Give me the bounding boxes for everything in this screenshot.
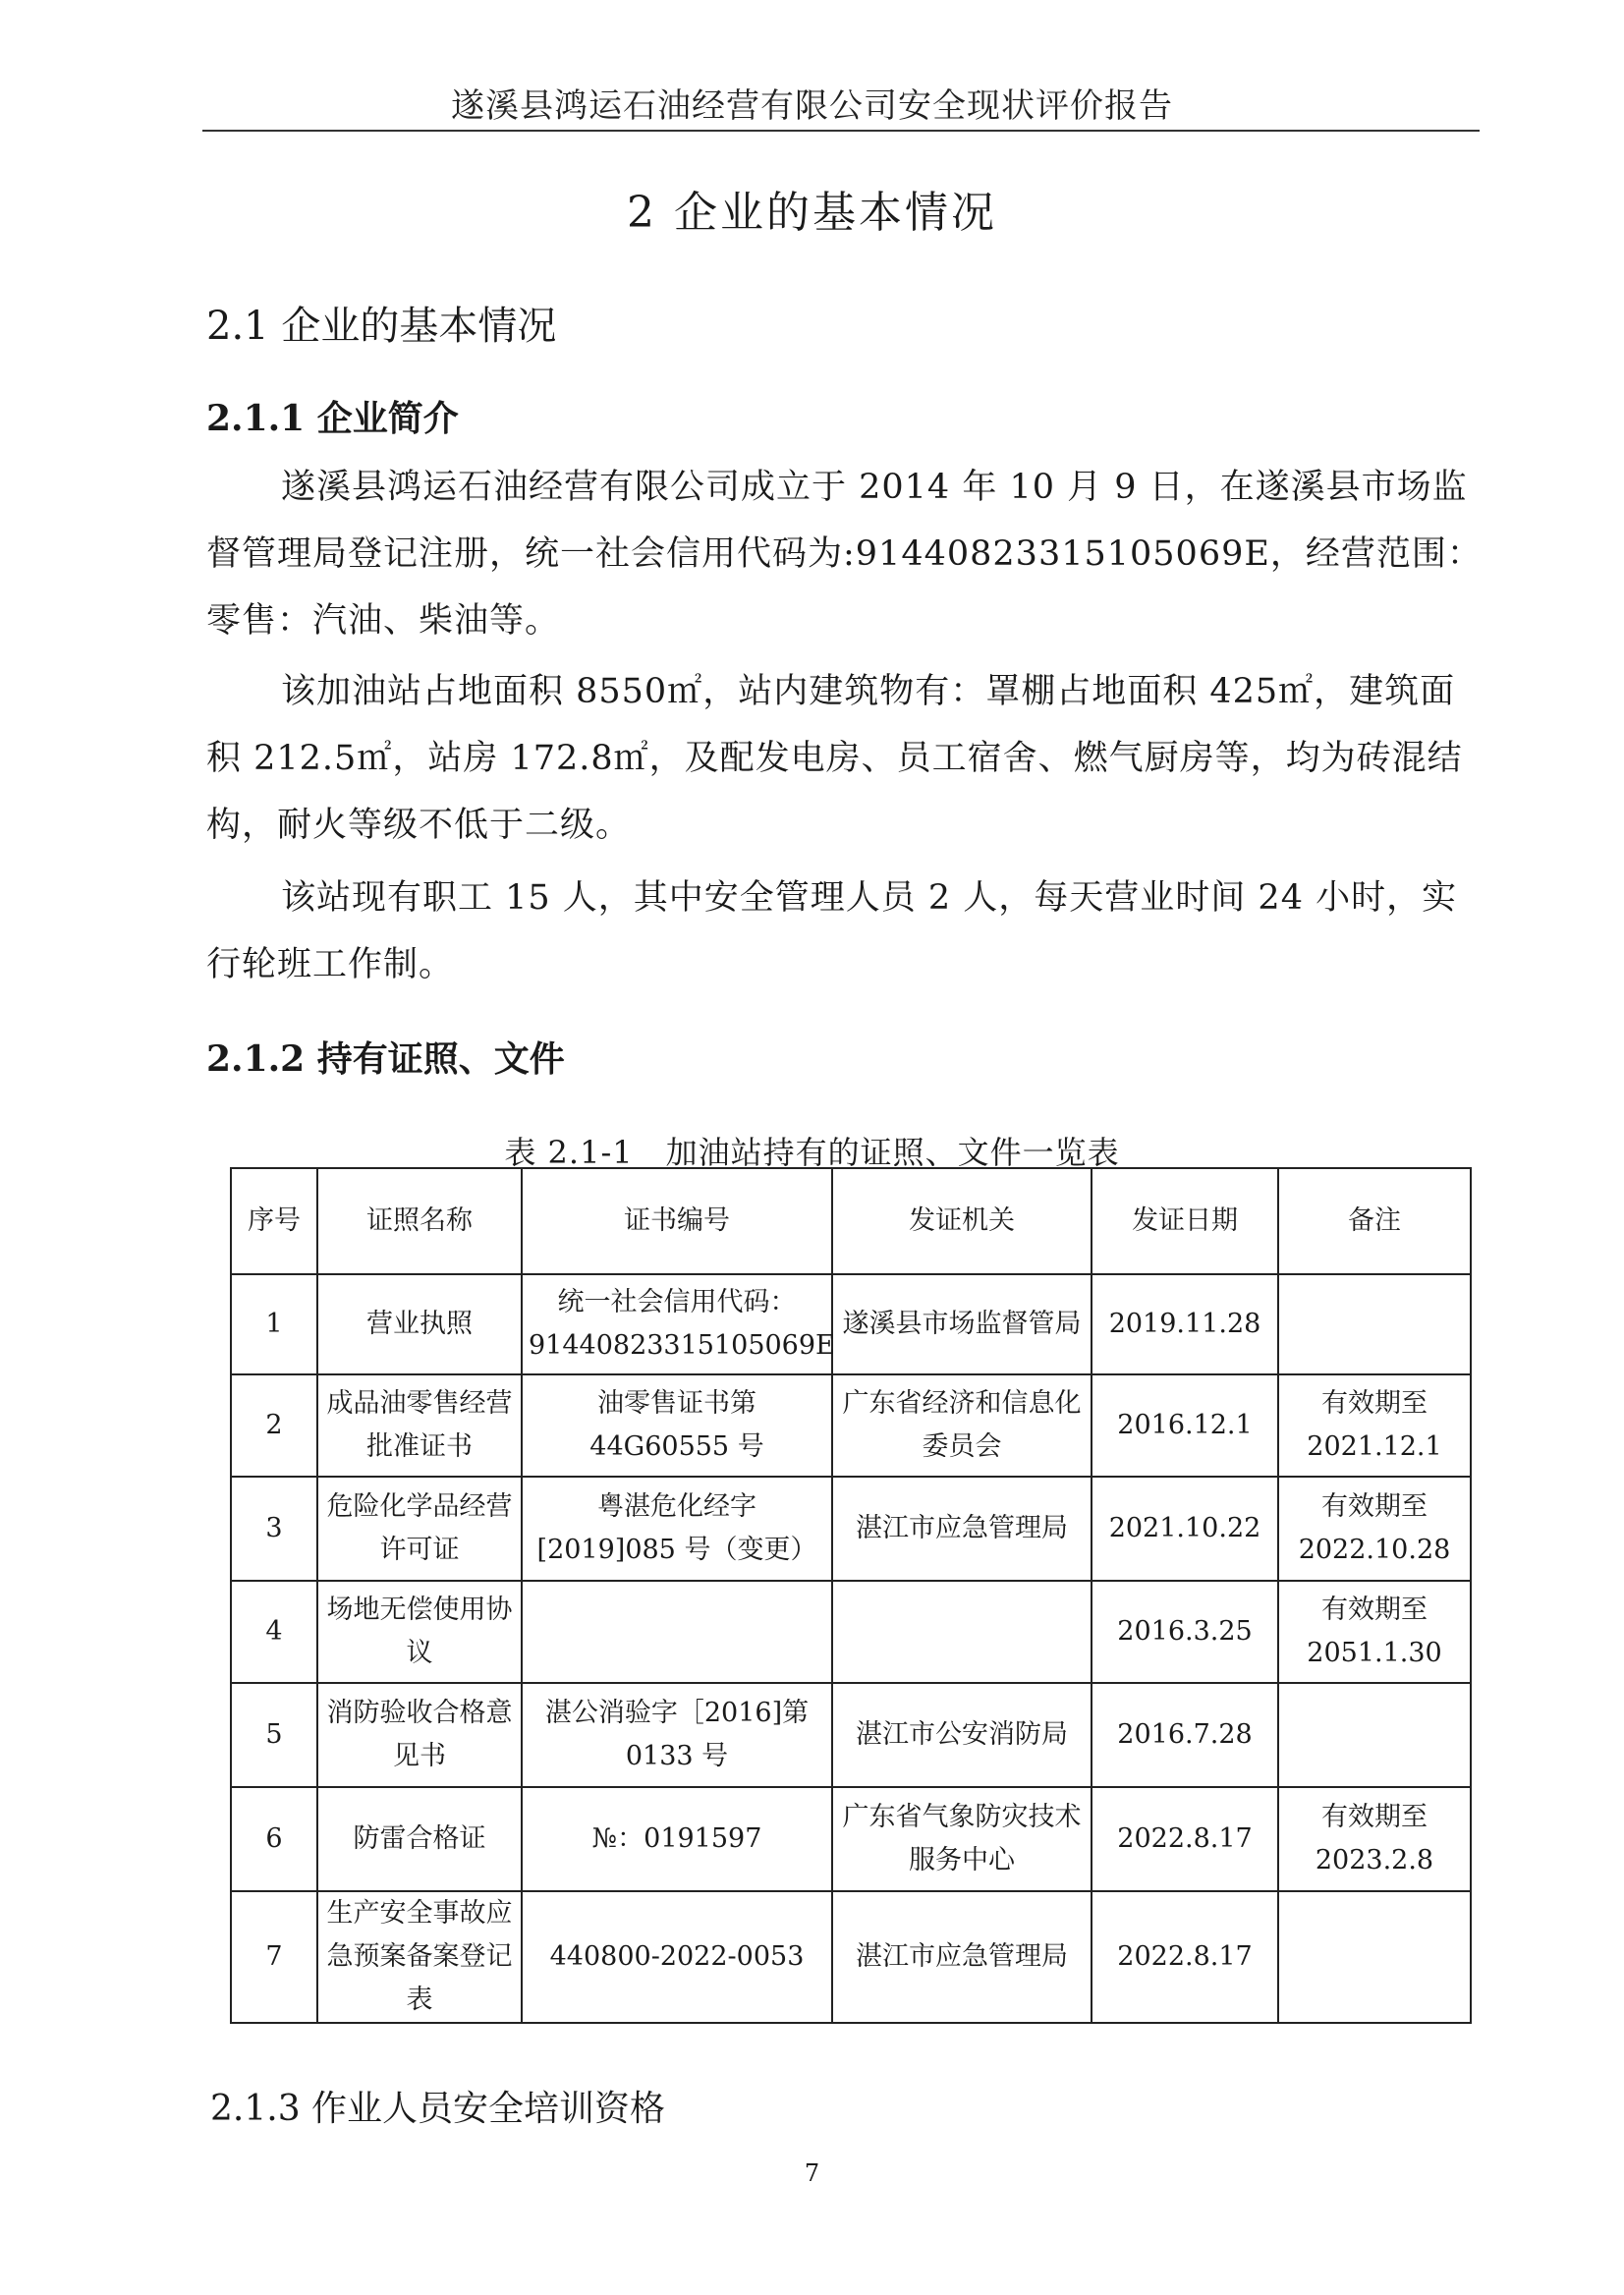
table-row [231, 1787, 1471, 1891]
table-cell [832, 1581, 1092, 1683]
paragraph-company-registration [206, 454, 1484, 654]
table-cell: 湛江市公安消防局 [832, 1683, 1092, 1787]
license-table [230, 1167, 1472, 2024]
table-row [231, 1581, 1471, 1683]
paragraph-text: 遂溪县鸿运石油经营有限公司成立于 2014 年 10 月 9 日，在遂溪县市场监督管理局登记注册，统一社会信用代码为:91440823315105069E，经营范围：零售：汽油、柴油等。 [206, 468, 1483, 641]
table-cell: 2016.12.1 [1092, 1374, 1278, 1477]
table-cell: 营业执照 [317, 1274, 522, 1374]
table-cell: 有效期至2021.12.1 [1278, 1374, 1471, 1477]
table-cell: 湛江市应急管理局 [832, 1477, 1092, 1581]
paragraph-text: 该站现有职工 15 人，其中安全管理人员 2 人，每天营业时间 24 小时，实行轮班工作制。 [206, 878, 1458, 984]
table-cell: 消防验收合格意见书 [317, 1683, 522, 1787]
header-cell-date: 发证日期 [1092, 1168, 1278, 1274]
table-cell: 遂溪县市场监督管局 [832, 1274, 1092, 1374]
header-cell-name: 证照名称 [317, 1168, 522, 1274]
table-cell: 有效期至2022.10.28 [1278, 1477, 1471, 1581]
table-cell [1278, 1683, 1471, 1787]
table-row [231, 1683, 1471, 1787]
table-cell: 440800-2022-0053 [522, 1891, 832, 2023]
table-cell [1278, 1891, 1471, 2023]
table-header-row [231, 1168, 1471, 1274]
header-cell-issuer: 发证机关 [832, 1168, 1092, 1274]
table-cell: 2016.3.25 [1092, 1581, 1278, 1683]
table-cell: 7 [231, 1891, 317, 2023]
table-cell: 有效期至2023.2.8 [1278, 1787, 1471, 1891]
page-header-title: 遂溪县鸿运石油经营有限公司安全现状评价报告 [451, 86, 1173, 126]
table-cell: 统一社会信用代码：91440823315105069E [522, 1274, 832, 1374]
table-cell: 场地无偿使用协议 [317, 1581, 522, 1683]
table-cell: 2016.7.28 [1092, 1683, 1278, 1787]
section-title: 2.1 企业的基本情况 [206, 304, 557, 349]
table-cell: 广东省气象防灾技术服务中心 [832, 1787, 1092, 1891]
table-cell: 危险化学品经营许可证 [317, 1477, 522, 1581]
table-cell: 2022.8.17 [1092, 1891, 1278, 2023]
table-row [231, 1891, 1471, 2023]
table-cell: 4 [231, 1581, 317, 1683]
table-cell: 湛公消验字［2016]第0133 号 [522, 1683, 832, 1787]
table-row [231, 1374, 1471, 1477]
table-cell: 2022.8.17 [1092, 1787, 1278, 1891]
header-cell-index: 序号 [231, 1168, 317, 1274]
header-cell-remark: 备注 [1278, 1168, 1471, 1274]
table-cell: 湛江市应急管理局 [832, 1891, 1092, 2023]
table-cell: 油零售证书第44G60555 号 [522, 1374, 832, 1477]
paragraph-text: 该加油站占地面积 8550㎡，站内建筑物有：罩棚占地面积 425㎡，建筑面积 212.5㎡，站房 172.8㎡，及配发电房、员工宿舍、燃气厨房等，均为砖混结构，耐火等级不低于二级。 [206, 672, 1463, 845]
page-number: 7 [804, 2159, 820, 2187]
table-row [231, 1477, 1471, 1581]
header-cell-number: 证书编号 [522, 1168, 832, 1274]
subsection-title-licenses: 2.1.2 持有证照、文件 [206, 1038, 565, 1080]
table-caption: 表 2.1-1 加油站持有的证照、文件一览表 [504, 1134, 1120, 1171]
table-cell: 6 [231, 1787, 317, 1891]
table-cell: 2021.10.22 [1092, 1477, 1278, 1581]
table-cell: 5 [231, 1683, 317, 1787]
table-cell: 2 [231, 1374, 317, 1477]
table-cell: 广东省经济和信息化委员会 [832, 1374, 1092, 1477]
table-cell: 3 [231, 1477, 317, 1581]
subsection-title-training: 2.1.3 作业人员安全培训资格 [210, 2089, 666, 2129]
paragraph-station-area [206, 658, 1484, 859]
table-cell: 成品油零售经营批准证书 [317, 1374, 522, 1477]
table-cell [522, 1581, 832, 1683]
header-divider [202, 130, 1480, 132]
table-cell: 粤湛危化经字[2019]085 号（变更） [522, 1477, 832, 1581]
paragraph-staff [206, 865, 1484, 998]
table-cell: 生产安全事故应急预案备案登记表 [317, 1891, 522, 2023]
table-cell: №：0191597 [522, 1787, 832, 1891]
table-cell: 防雷合格证 [317, 1787, 522, 1891]
table-cell: 有效期至2051.1.30 [1278, 1581, 1471, 1683]
table-cell: 1 [231, 1274, 317, 1374]
subsection-title-intro: 2.1.1 企业简介 [206, 398, 459, 439]
table-cell [1278, 1274, 1471, 1374]
chapter-title: 2 企业的基本情况 [627, 188, 997, 238]
table-cell: 2019.11.28 [1092, 1274, 1278, 1374]
table-row [231, 1274, 1471, 1374]
